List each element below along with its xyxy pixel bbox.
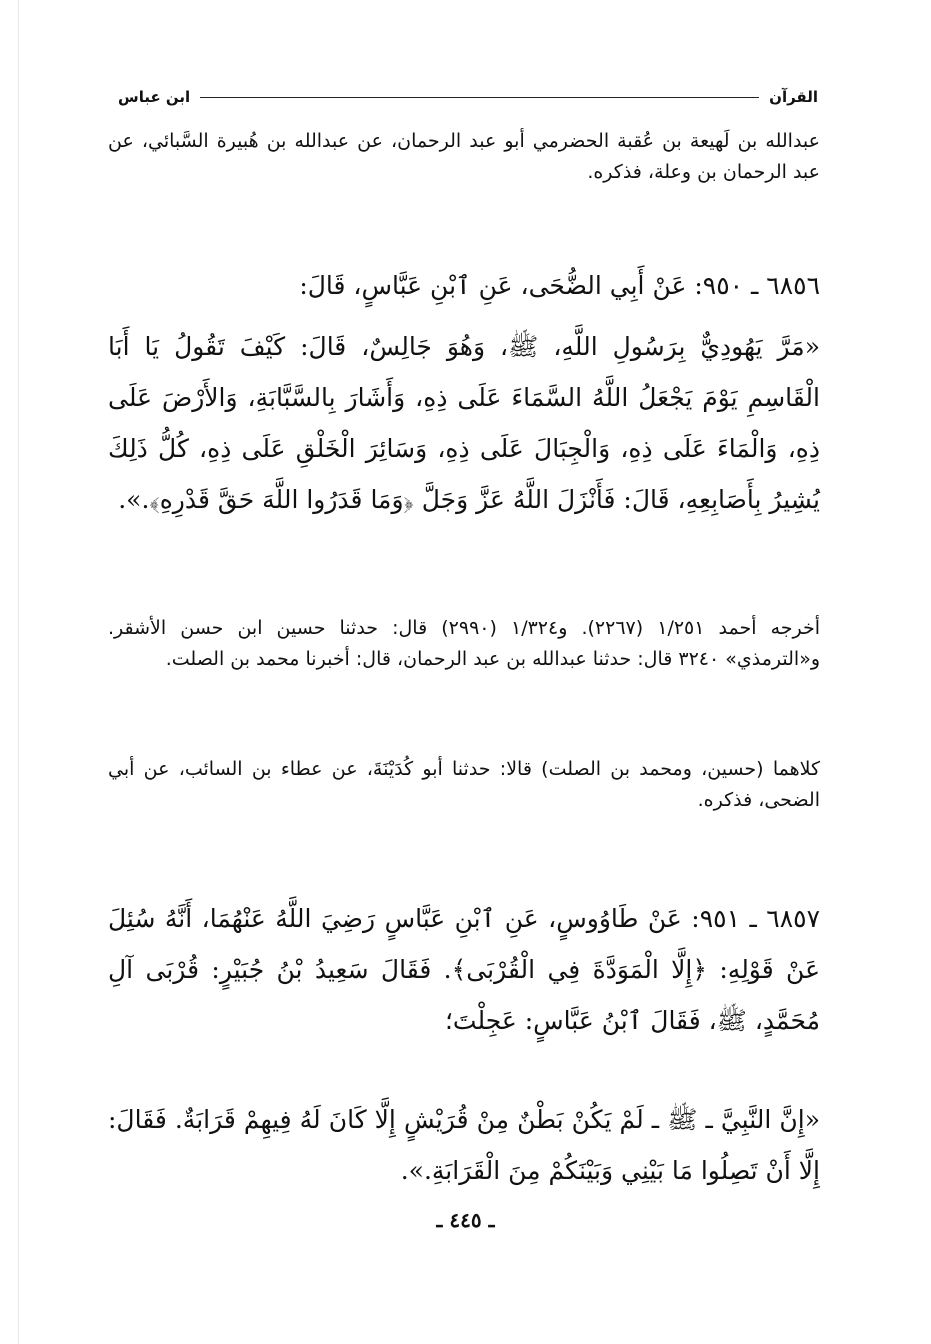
page-edge-line [18,0,19,1344]
header-chapter-title: ابن عباس [118,88,191,106]
intro-paragraph: عبدالله بن لَهيعة بن عُقبة الحضرمي أبو عبد الرحمان، عن عبدالله بن هُبيرة السَّبائي، عن عبد الرحمان بن وعلة، فذكره. [108,130,820,183]
running-header [118,82,818,112]
hadith-6856-heading: ٦٨٥٦ ـ ٩٥٠: عَنْ أَبِي الضُّحَى، عَنِ ٱبْنِ عَبَّاسٍ، قَالَ: [299,271,820,300]
takhrij-note-2: كلاهما (حسين، ومحمد بن الصلت) قالا: حدثنا أبو كُدَيْنَةَ، عن عطاء بن السائب، عن أبي الضحى، فذكره. [108,758,820,811]
hadith-6857-text: «إِنَّ النَّبِيَّ ـ ﷺ ـ لَمْ يَكُنْ بَطْنٌ مِنْ قُرَيْشٍ إِلَّا كَانَ لَهُ فِيهِمْ قَرَابَةٌ. فَقَالَ: إِلَّا أَنْ تَصِلُوا مَا بَيْنِي وَبَيْنَكُمْ مِنَ الْقَرَابَةِ.». [108,1105,820,1185]
hadith-6856-text: «مَرَّ يَهُودِيٌّ بِرَسُولِ اللَّهِ، ﷺ، وَهُوَ جَالِسٌ، قَالَ: كَيْفَ تَقُولُ يَا أَبَا الْقَاسِمِ يَوْمَ يَجْعَلُ اللَّهُ السَّمَاءَ عَلَى ذِهِ، وَأَشَارَ بِالسَّبَّابَةِ، وَالأَرْضَ عَلَى ذِهِ، وَالْمَاءَ عَلَى ذِهِ، وَالْجِبَالَ عَلَى ذِهِ، وَسَائِرَ الْخَلْقِ عَلَى ذِهِ، كُلُّ ذَلِكَ يُشِيرُ بِأَصَابِعِهِ، قَالَ: فَأَنْزَلَ اللَّهُ عَزَّ وَجَلَّ ﴿وَمَا قَدَرُوا اللَّهَ حَقَّ قَدْرِهِ﴾.». [108,332,820,514]
header-rule [200,97,759,98]
hadith-6857-heading: ٦٨٥٧ ـ ٩٥١: عَنْ طَاوُوسٍ، عَنِ ٱبْنِ عَبَّاسٍ رَضِيَ اللَّهُ عَنْهُمَا، أَنَّهُ سُئِلَ عَنْ قَوْلِهِ: ﴿إِلَّا الْمَوَدَّةَ فِي الْقُرْبَى﴾. فَقَالَ سَعِيدُ بْنُ جُبَيْرٍ: قُرْبَى آلِ مُحَمَّدٍ، ﷺ، فَقَالَ ٱبْنُ عَبَّاسٍ: عَجِلْتَ؛ [108,904,820,1035]
takhrij-note-1: أخرجه أحمد ١/٢٥١ (٢٢٦٧). و١/٣٢٤ (٢٩٩٠) قال: حدثنا حسين ابن حسن الأشقر. و«الترمذي» ٣٢٤٠ قال: حدثنا عبدالله بن عبد الرحمان، قال: أخبرنا محمد بن الصلت. [108,617,821,670]
header-section-title: القرآن [769,88,818,106]
page-number: ـ ٤٤٥ ـ [436,1208,495,1232]
